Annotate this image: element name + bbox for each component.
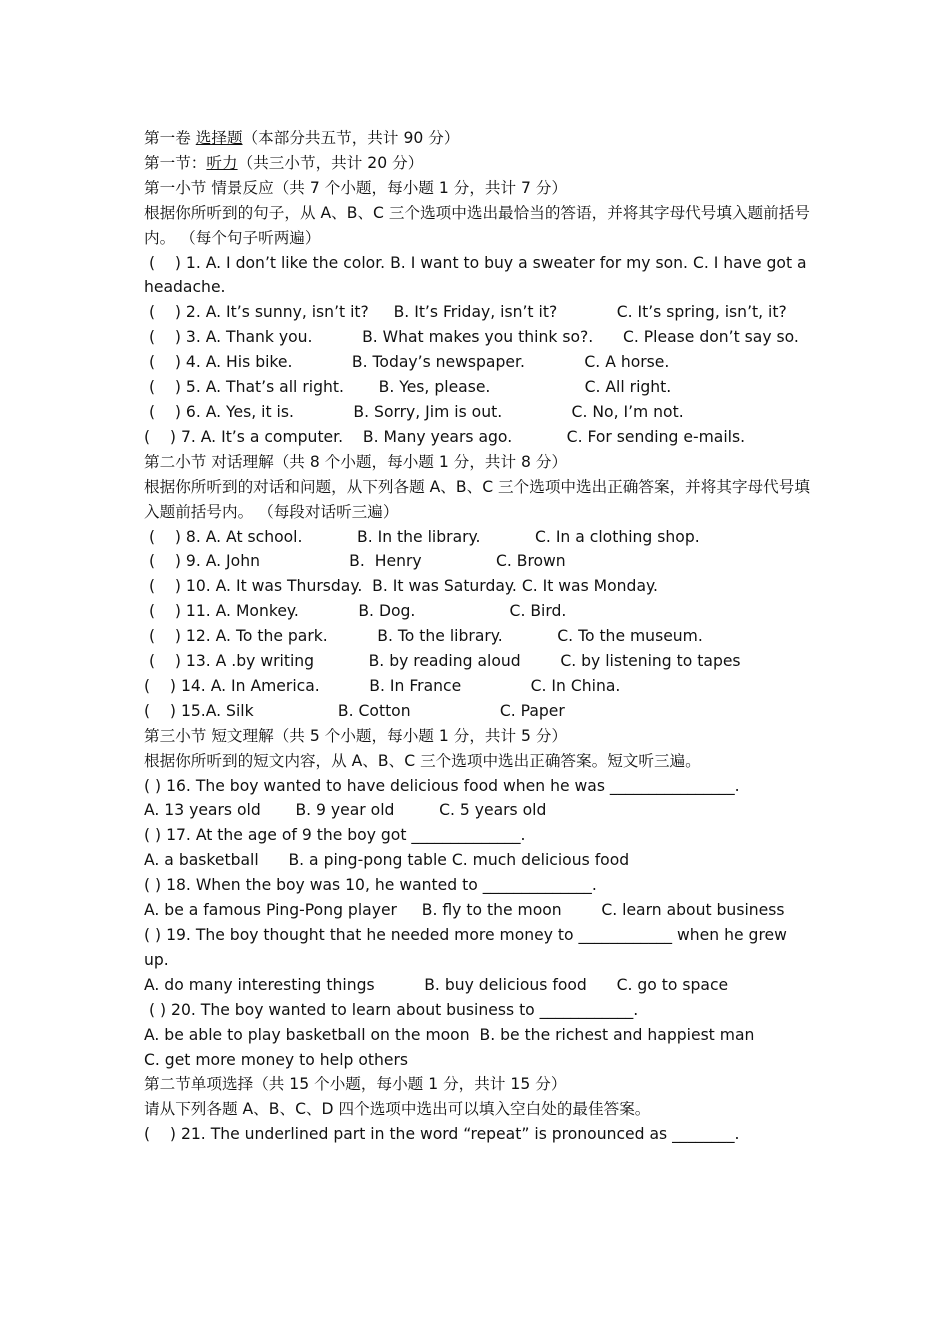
question-4: ( ) 4. A. His bike. B. Today’s newspaper. C. A horse. (144, 353, 670, 372)
question-11: ( ) 11. A. Monkey. B. Dog. C. Bird. (144, 602, 567, 621)
instructions: 根据你所听到的短文内容，从 A、B、C 三个选项中选出正确答案。短文听三遍。 (144, 751, 701, 770)
subsection-title: 第一小节 情景反应（共 7 个小题，每小题 1 分，共计 7 分） (144, 178, 568, 197)
question-17: ( ) 17. At the age of 9 the boy got ______________. (144, 826, 526, 845)
question-19: ( ) 19. The boy thought that he needed more money to ____________ when he grew up. (144, 926, 792, 969)
question-3: ( ) 3. A. Thank you. B. What makes you think so?. C. Please don’t say so. (144, 328, 799, 347)
question-21: ( ) 21. The underlined part in the word “repeat” is pronounced as ________. (144, 1125, 740, 1144)
subsection-title: 第三小节 短文理解（共 5 个小题，每小题 1 分，共计 5 分） (144, 726, 568, 745)
subsection-title: 第二小节 对话理解（共 8 个小题，每小题 1 分，共计 8 分） (144, 452, 568, 471)
listening-link[interactable]: 听力 (206, 153, 238, 172)
question-1: ( ) 1. A. I don’t like the color. B. I want to buy a sweater for my son. C. I have got a headache. (144, 253, 812, 297)
question-20-options: A. be able to play basketball on the moon B. be the richest and happiest man (144, 1025, 755, 1044)
question-18-options: A. be a famous Ping-Pong player B. fly to the moon C. learn about business (144, 901, 785, 920)
question-6: ( ) 6. A. Yes, it is. B. Sorry, Jim is out. C. No, I’m not. (144, 402, 684, 421)
question-7: ( ) 7. A. It’s a computer. B. Many years ago. C. For sending e-mails. (144, 427, 746, 446)
part-heading: 第一卷 选择题（本部分共五节，共计 90 分） (144, 129, 460, 147)
exam-content (144, 126, 814, 1147)
instructions: 根据你所听到的句子，从 A、B、C 三个选项中选出最恰当的答语，并将其字母代号填入题前括号内。 （每个句子听两遍） (144, 203, 810, 247)
question-9: ( ) 9. A. John B. Henry C. Brown (144, 552, 566, 571)
question-20-options: C. get more money to help others (144, 1050, 409, 1069)
question-20: ( ) 20. The boy wanted to learn about business to ____________. (144, 1000, 639, 1019)
question-8: ( ) 8. A. At school. B. In the library. C. In a clothing shop. (144, 527, 700, 546)
question-15: ( ) 15.A. Silk B. Cotton C. Paper (144, 701, 565, 720)
question-19-options: A. do many interesting things B. buy delicious food C. go to space (144, 975, 729, 994)
choice-questions-link[interactable]: 选择题 (195, 129, 243, 147)
section-heading: 第二节单项选择（共 15 个小题，每小题 1 分，共计 15 分） (144, 1075, 567, 1094)
question-14: ( ) 14. A. In America. B. In France C. In China. (144, 676, 621, 695)
question-12: ( ) 12. A. To the park. B. To the library. C. To the museum. (144, 627, 703, 646)
section-heading: 第一节：听力（共三小节，共计 20 分） (144, 153, 424, 172)
question-17-options: A. a basketball B. a ping-pong table C. much delicious food (144, 851, 630, 870)
question-10: ( ) 10. A. It was Thursday. B. It was Saturday. C. It was Monday. (144, 577, 658, 596)
question-16: ( ) 16. The boy wanted to have delicious food when he was ________________. (144, 776, 740, 795)
instructions: 请从下列各题 A、B、C、D 四个选项中选出可以填入空白处的最佳答案。 (144, 1100, 651, 1119)
question-18: ( ) 18. When the boy was 10, he wanted to ______________. (144, 876, 597, 895)
instructions: 根据你所听到的对话和问题，从下列各题 A、B、C 三个选项中选出正确答案，并将其字母代号填入题前括号内。 （每段对话听三遍） (144, 477, 810, 521)
question-13: ( ) 13. A .by writing B. by reading aloud C. by listening to tapes (144, 652, 741, 671)
question-2: ( ) 2. A. It’s sunny, isn’t it? B. It’s Friday, isn’t it? C. It’s spring, isn’t, it? (144, 303, 787, 322)
question-16-options: A. 13 years old B. 9 year old C. 5 years old (144, 801, 547, 820)
question-5: ( ) 5. A. That’s all right. B. Yes, please. C. All right. (144, 378, 672, 397)
